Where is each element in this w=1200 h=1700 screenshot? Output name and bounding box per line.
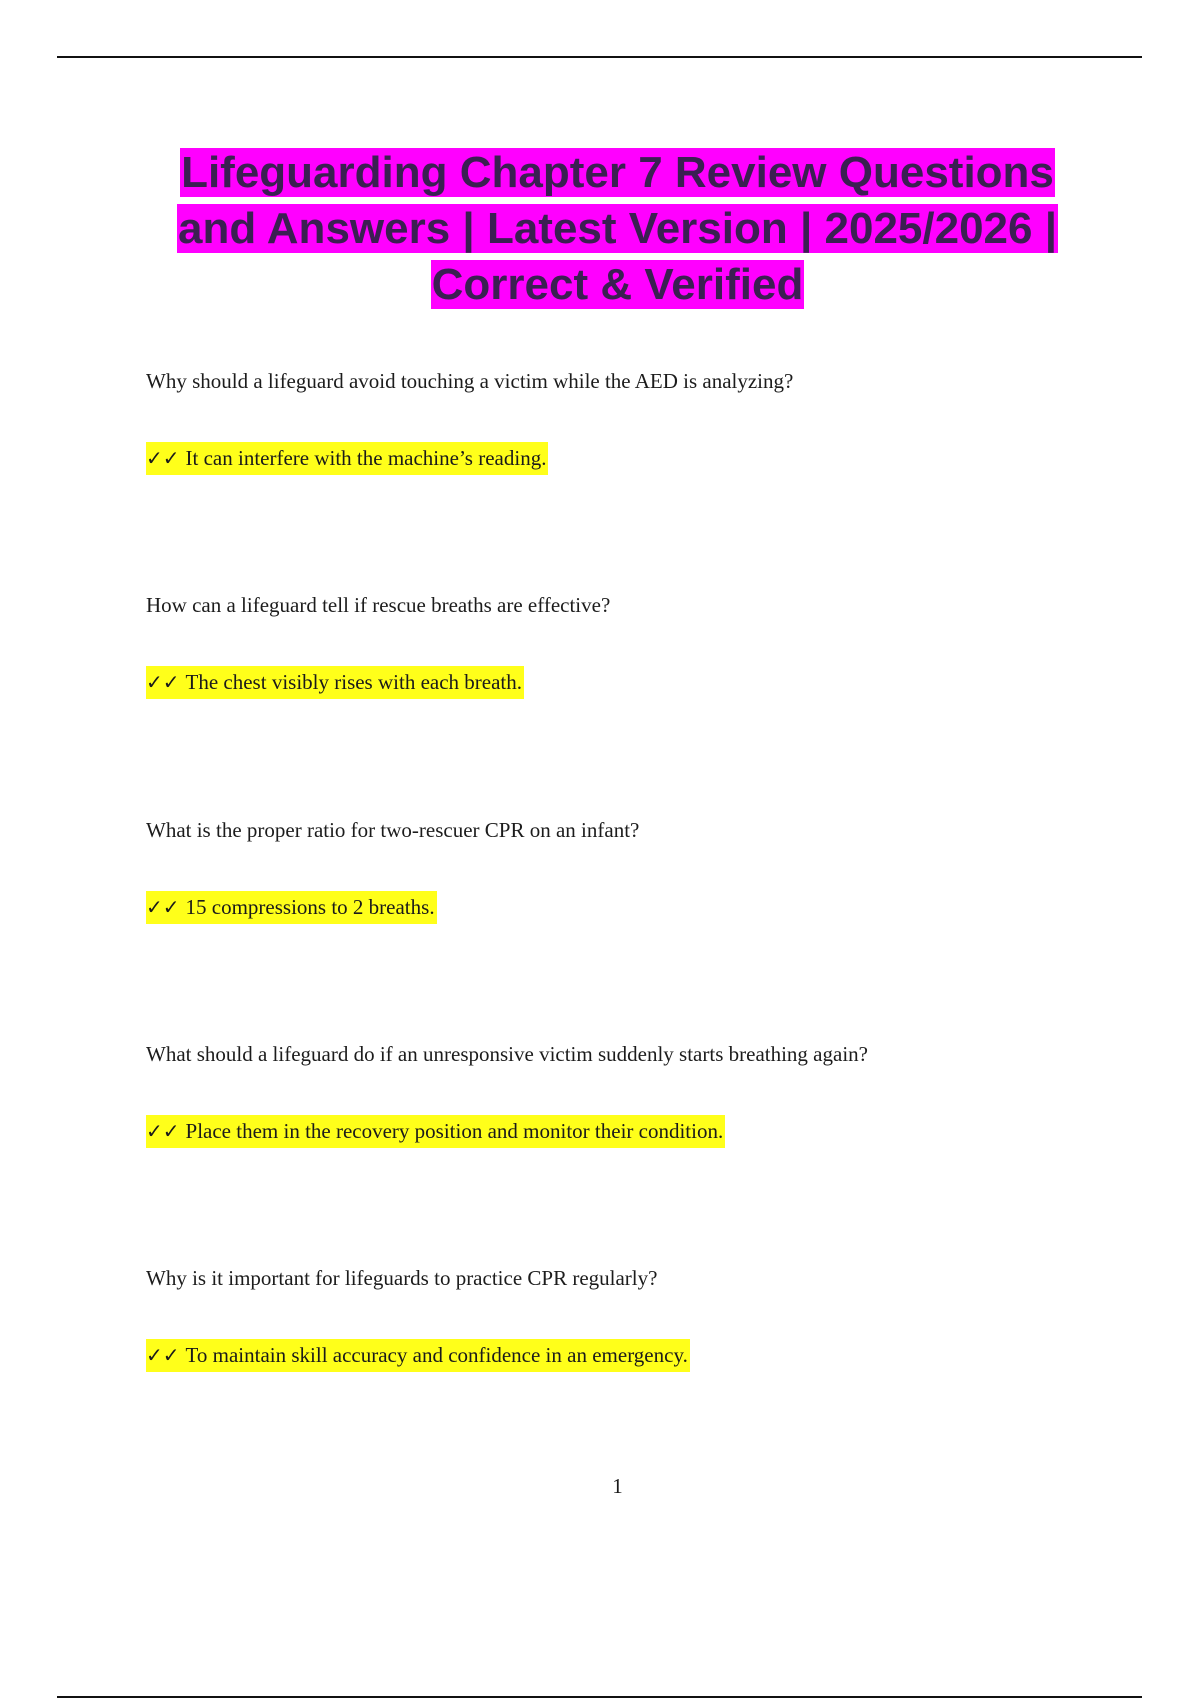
answer-4-text: Place them in the recovery position and monitor their condition. [185, 1119, 724, 1143]
qa-item-1 [146, 367, 1126, 475]
answer-4 [146, 1115, 725, 1148]
page-number: 1 [612, 1474, 623, 1498]
answer-5-text: To maintain skill accuracy and confidence in an emergency. [185, 1343, 688, 1367]
answer-1 [146, 442, 548, 475]
question-2: How can a lifeguard tell if rescue breaths are effective? [146, 593, 611, 617]
double-check-icon: ✓✓ [146, 895, 180, 919]
document-title [150, 145, 1085, 313]
double-check-icon: ✓✓ [146, 1119, 180, 1143]
double-check-icon: ✓✓ [146, 1343, 180, 1367]
answer-5 [146, 1339, 690, 1372]
qa-item-2 [146, 591, 1126, 699]
top-rule [57, 56, 1142, 58]
answer-2 [146, 666, 524, 699]
question-1: Why should a lifeguard avoid touching a victim while the AED is analyzing? [146, 369, 794, 393]
qa-item-3 [146, 816, 1126, 924]
answer-3 [146, 891, 437, 924]
question-4: What should a lifeguard do if an unresponsive victim suddenly starts breathing again? [146, 1042, 868, 1066]
question-5: Why is it important for lifeguards to practice CPR regularly? [146, 1266, 658, 1290]
question-3: What is the proper ratio for two-rescuer CPR on an infant? [146, 818, 640, 842]
answer-3-text: 15 compressions to 2 breaths. [185, 895, 435, 919]
double-check-icon: ✓✓ [146, 670, 180, 694]
title-highlight: Lifeguarding Chapter 7 Review Questions and Answers | Latest Version | 2025/2026 | Correct & Verified [177, 148, 1058, 309]
answer-1-text: It can interfere with the machine’s reading. [185, 446, 547, 470]
qa-item-5 [146, 1264, 1126, 1372]
bottom-rule [57, 1696, 1142, 1698]
double-check-icon: ✓✓ [146, 446, 180, 470]
qa-item-4 [146, 1040, 1126, 1148]
answer-2-text: The chest visibly rises with each breath. [185, 670, 522, 694]
